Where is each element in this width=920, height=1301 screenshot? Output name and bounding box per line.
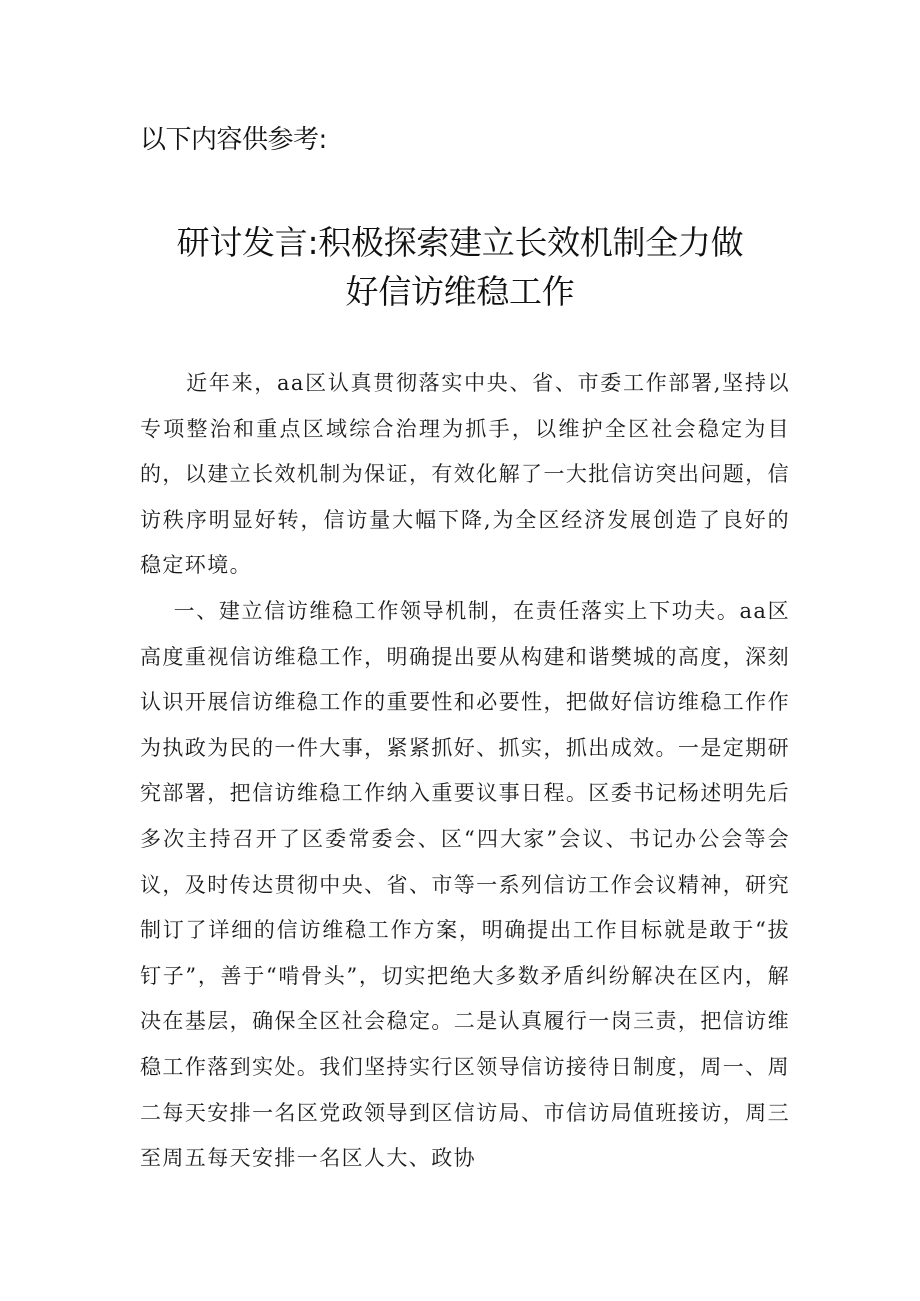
title-line-2: 好信访维稳工作: [345, 272, 575, 311]
intro-note: 以下内容供参考:: [140, 125, 327, 155]
paragraph-intro: 近年来，aa区认真贯彻落实中央、省、市委工作部署,坚持以专项整治和重点区域综合治理为抓手，以维护全区社会稳定为目的，以建立长效机制为保证，有效化解了一大批信访突出问题，信访秩序明显好转，信访量大幅下降,为全区经济发展创造了良好的稳定环境。: [140, 371, 790, 578]
document-title: [0, 218, 920, 316]
document-body: [140, 361, 790, 1182]
paragraph-section-1: 一、建立信访维稳工作领导机制，在责任落实上下功夫。aa区高度重视信访维稳工作，明确提出要从构建和谐樊城的高度，深刻认识开展信访维稳工作的重要性和必要性，把做好信访维稳工作作为执政为民的一件大事，紧紧抓好、抓实，抓出成效。一是定期研究部署，把信访维稳工作纳入重要议事日程。区委书记杨述明先后多次主持召开了区委常委会、区“四大家”会议、书记办公会等会议，及时传达贯彻中央、省、市等一系列信访工作会议精神，研究制订了详细的信访维稳工作方案，明确提出工作目标就是敢于“拔钉子”，善于“啃骨头”，切实把绝大多数矛盾纠纷解决在区内，解决在基层，确保全区社会稳定。二是认真履行一岗三责，把信访维稳工作落到实处。我们坚持实行区领导信访接待日制度，周一、周二每天安排一名区党政领导到区信访局、市信访局值班接访，周三至周五每天安排一名区人大、政协: [140, 598, 790, 1171]
title-line-1: 研讨发言:积极探索建立长效机制全力做: [176, 223, 744, 262]
